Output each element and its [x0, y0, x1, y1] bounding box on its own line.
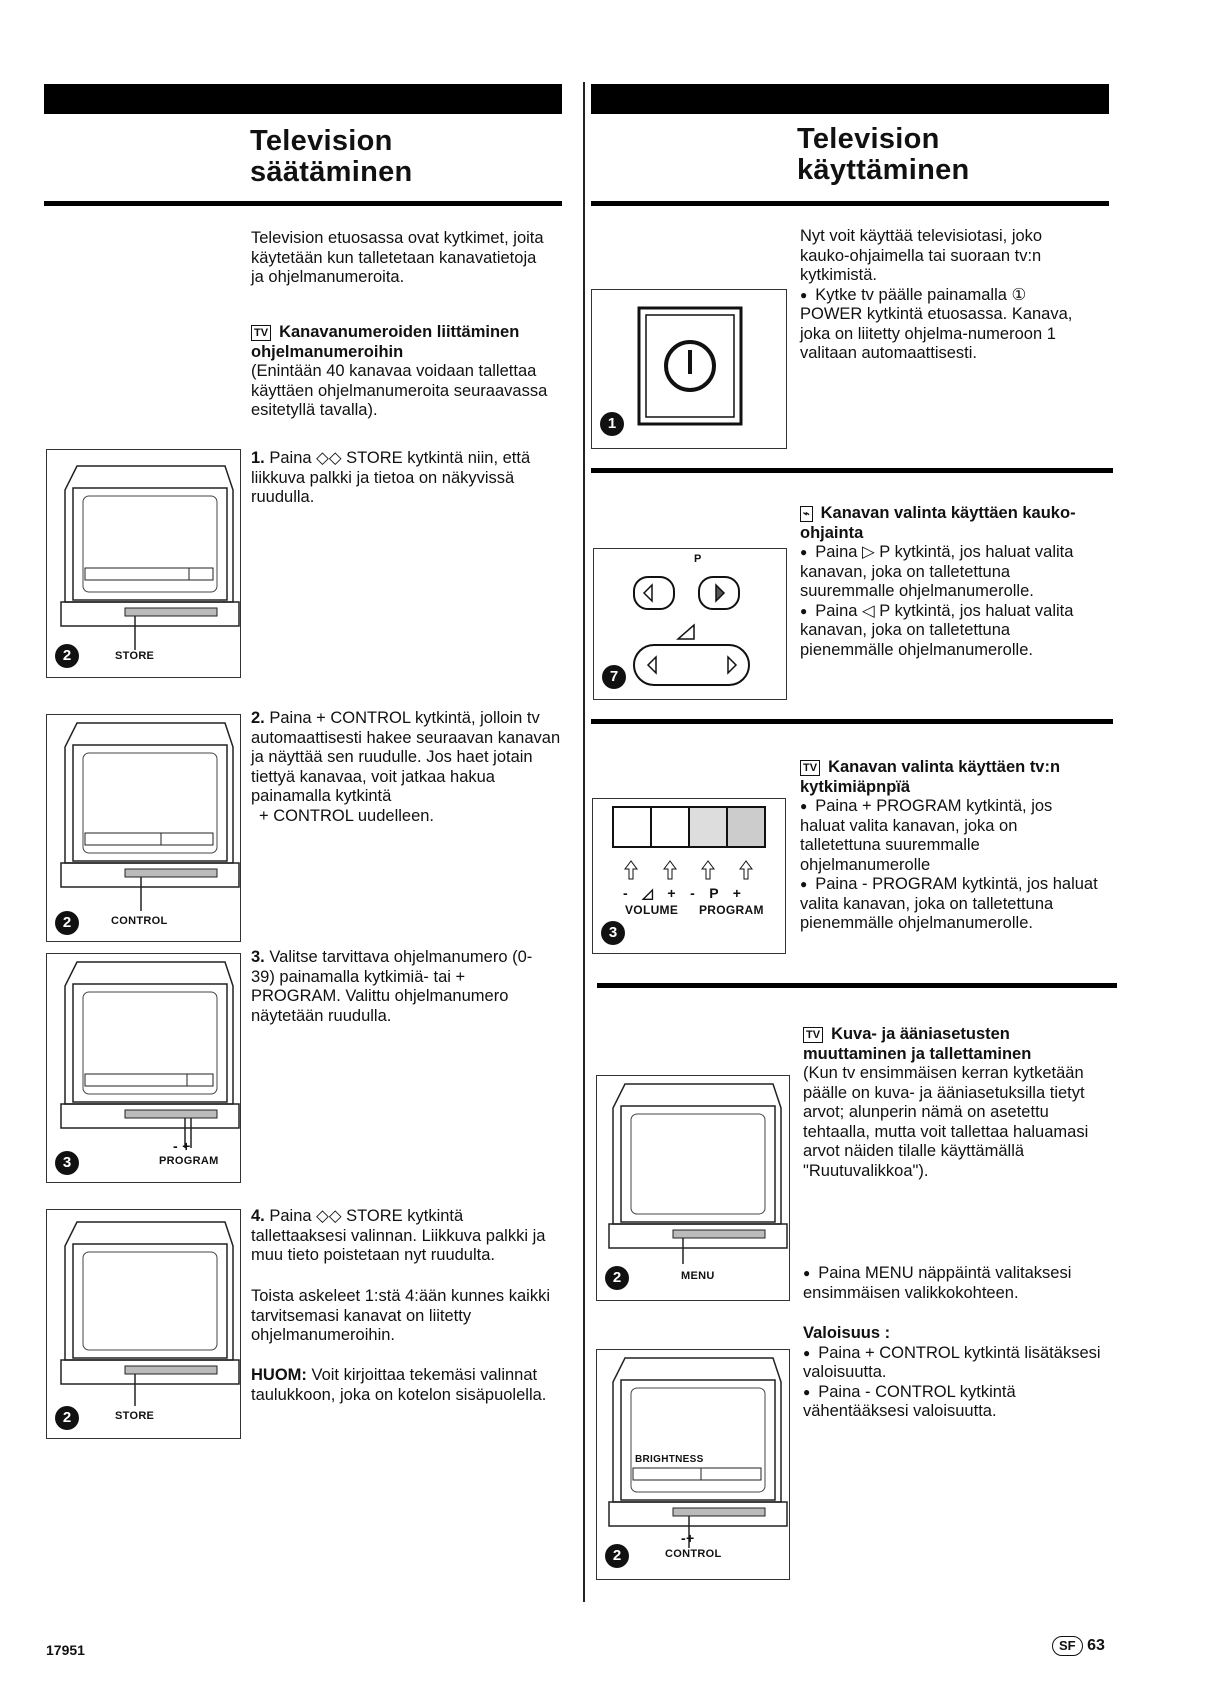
left-title-rule	[44, 201, 562, 206]
left-step-4: 4. Paina ◇◇ STORE kytkintä tallettaaksesi valinnan. Liikkuva palkki ja muu tieto poistetaan nyt ruudulta.	[251, 1207, 546, 1264]
tv-illustration	[47, 715, 240, 941]
step-badge: 2	[55, 911, 79, 935]
remote-figure	[593, 548, 787, 700]
right-rule-4	[597, 983, 1117, 988]
store-label: STORE	[115, 1410, 155, 1422]
program-label: PROGRAM	[159, 1155, 219, 1167]
remote-section: ⌁ Kanavan valinta käyttäen kauko-ohjainta ● Paina ▷ P kytkintä, jos haluat valita kanavan, joka on talletettuna suuremmalle ohjelmanumerolle. ● Paina ◁ P kytkintä, jos haluat valita kanavan, joka on talletettuna pienemmälle ohjelmanumerolle.	[800, 504, 1100, 660]
brightness-figure	[596, 1349, 790, 1580]
language-badge: SF	[1052, 1636, 1083, 1656]
menu-figure	[596, 1075, 790, 1301]
step-badge: 2	[605, 1544, 629, 1568]
left-step-3: 3. Valitse tarvittava ohjelmanumero (0-39) painamalla kytkimiä- tai + PROGRAM. Valittu ohjelmanumero näytetään ruudulla.	[251, 948, 533, 1025]
left-repeat: Toista askeleet 1:stä 4:ään kunnes kaikki tarvitsemasi kanavat on liitetty ohjelmanumeroihin.	[251, 1287, 551, 1344]
tv-icon: TV	[800, 760, 820, 776]
step-badge: 7	[602, 665, 626, 689]
menu-instruction: ● Paina MENU näppäintä valitaksesi ensimmäisen valikkokohteen.	[803, 1264, 1123, 1303]
left-section	[251, 323, 571, 421]
left-section-heading: Kanavanumeroiden liittäminen ohjelmanumeroihin	[251, 323, 520, 361]
left-note: HUOM: Voit kirjoittaa tekemäsi valinnat taulukkoon, joka on kotelon sisäpuolella.	[251, 1366, 547, 1404]
remote-p-label: P	[694, 553, 702, 565]
volume-label: VOLUME	[625, 903, 679, 917]
left-title	[250, 126, 413, 188]
panel-signs: - ◿ + - P +	[623, 885, 742, 901]
left-step-1: 1. Paina ◇◇ STORE kytkintä niin, että liikkuva palkki ja tietoa on näkyvissä ruudulla.	[251, 449, 531, 506]
left-title-line1: Television	[250, 125, 393, 157]
step-badge: 2	[605, 1266, 629, 1290]
document-code: 17951	[46, 1642, 85, 1658]
power-figure	[591, 289, 787, 449]
step-badge: 3	[601, 921, 625, 945]
control-label: CONTROL	[111, 915, 168, 927]
tv-buttons-section: TV Kanavan valinta käyttäen tv:n kytkimiäpnpïä ● Paina + PROGRAM kytkintä, jos haluat valita kanavan, joka on talletettuna suuremmalle ohjelmanumerolle ● Paina - PROGRAM kytkintä, jos haluat valita kanavan, joka on talletettuna pienemmälle ohjelmanumerolle.	[800, 758, 1100, 934]
tv-figure-store-2	[46, 1209, 241, 1439]
step-badge: 3	[55, 1151, 79, 1175]
left-title-line2: säätäminen	[250, 156, 413, 188]
right-rule-2	[591, 468, 1113, 473]
remote-icon: ⌁	[800, 506, 813, 522]
right-intro: Nyt voit käyttää televisiotasi, joko kauko-ohjaimella tai suoraan tv:n kytkimistä. ● Kytke tv päälle painamalla ① POWER kytkintä etuosassa. Kanava, joka on liitetty ohjelma-numeroon 1 valitaan automaattisesti.	[800, 227, 1090, 364]
store-label: STORE	[115, 650, 155, 662]
brightness-label: BRIGHTNESS	[635, 1454, 704, 1465]
step-badge: 1	[600, 412, 624, 436]
tv-figure-control	[46, 714, 241, 942]
right-title	[797, 124, 970, 186]
right-header-bar	[591, 84, 1109, 114]
program-label: PROGRAM	[699, 903, 764, 917]
step-badge: 2	[55, 644, 79, 668]
column-divider	[583, 82, 585, 1602]
page-number: 63	[1087, 1637, 1105, 1654]
tv-illustration	[47, 450, 240, 677]
program-signs: - +	[173, 1138, 191, 1154]
tv-illustration	[47, 954, 240, 1182]
brightness-section: Valoisuus : ● Paina + CONTROL kytkintä lisätäksesi valoisuutta. ● Paina - CONTROL kytkintä vähentääksesi valoisuutta.	[803, 1324, 1103, 1422]
left-intro: Television etuosassa ovat kytkimet, joita käytetään kun talletetaan kanavatietoja ja ohjelmanumeroita.	[251, 229, 544, 286]
page-number-block	[1052, 1636, 1105, 1656]
control-label: CONTROL	[665, 1548, 722, 1560]
picture-section: TV Kuva- ja ääniasetusten muuttaminen ja tallettaminen (Kun tv ensimmäisen kerran kytketään päälle on kuva- ja ääniasetuksilla tietyt arvot; alunperin nämä on asetettu tehtaalla, mutta voit tallettaa haluamasi arvot näiden tilalle käyttämällä "Ruutuvalikkoa").	[803, 1025, 1089, 1180]
right-title-line2: käyttäminen	[797, 154, 970, 186]
right-title-line1: Television	[797, 123, 940, 155]
right-title-rule	[591, 201, 1109, 206]
left-section-note: (Enintään 40 kanavaa voidaan tallettaa käyttäen ohjelmanumeroita seuraavassa esitetyllä tavalla).	[251, 362, 548, 419]
tv-icon: TV	[251, 325, 271, 341]
panel-figure	[592, 798, 786, 954]
control-signs: -+	[681, 1530, 695, 1546]
menu-label: MENU	[681, 1270, 715, 1282]
tv-figure-store-1	[46, 449, 241, 678]
left-step-2: 2. Paina + CONTROL kytkintä, jolloin tv automaattisesti hakee seuraavan kanavan ja näyttää sen ruudulle. Jos haet jotain tiettyä kanavaa, voit jatkaa hakua painamalla kytkintä + CONTROL uudelleen.	[251, 709, 561, 825]
right-rule-3	[591, 719, 1113, 724]
left-header-bar	[44, 84, 562, 114]
tv-illustration	[597, 1076, 789, 1300]
tv-figure-program	[46, 953, 241, 1183]
tv-illustration	[47, 1210, 240, 1438]
step-badge: 2	[55, 1406, 79, 1430]
tv-icon: TV	[803, 1027, 823, 1043]
